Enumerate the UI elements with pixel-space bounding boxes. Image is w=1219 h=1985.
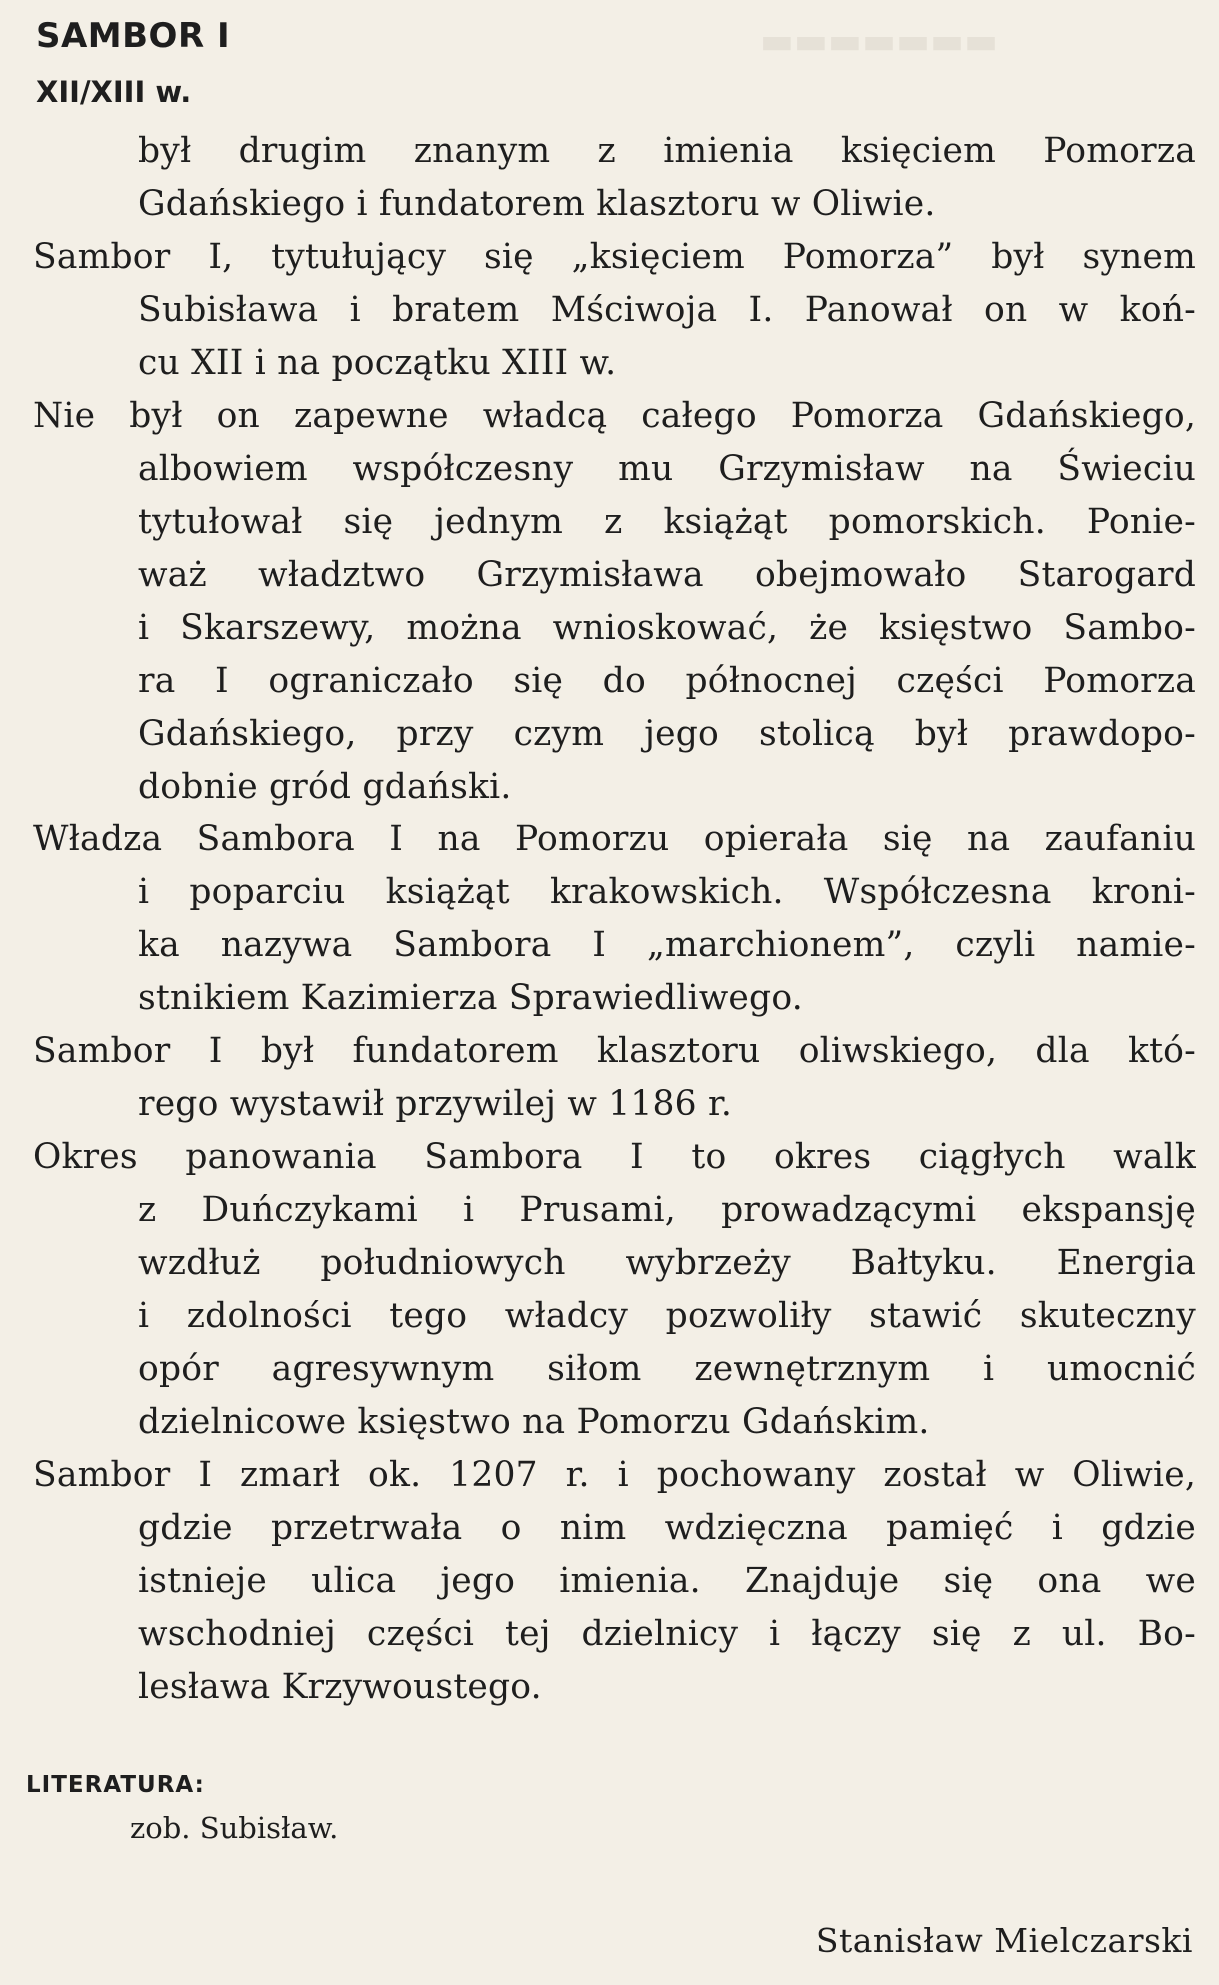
- text-line: lesława Krzywoustego.: [138, 1667, 542, 1707]
- text-line: rego wystawił przywilej w 1186 r.: [138, 1084, 733, 1124]
- paragraph: [0, 813, 1219, 1025]
- text-line: był drugim znanym z imienia księciem Pomorza: [138, 131, 1196, 171]
- text-line: wzdłuż południowych wybrzeży Bałtyku. Energia: [138, 1243, 1196, 1283]
- text-line: waż władztwo Grzymisława obejmowało Starogard: [138, 555, 1196, 595]
- paragraph: [0, 125, 1219, 231]
- entry-period: XII/XIII w.: [36, 75, 192, 109]
- text-line: Sambor I, tytułujący się „księciem Pomorza” był synem: [33, 237, 1196, 277]
- text-line: istnieje ulica jego imienia. Znajduje się ona we: [138, 1561, 1196, 1601]
- text-line: Gdańskiego i fundatorem klasztoru w Oliwie.: [138, 184, 936, 224]
- paragraph: [0, 390, 1219, 814]
- text-line: i poparciu książąt krakowskich. Współczesna kroni-: [138, 872, 1196, 912]
- text-line: Gdańskiego, przy czym jego stolicą był prawdopo-: [138, 714, 1196, 754]
- text-line: ra I ograniczało się do północnej części Pomorza: [138, 661, 1196, 701]
- text-line: i zdolności tego władcy pozwoliły stawić skuteczny: [138, 1296, 1196, 1336]
- paragraph: [0, 1025, 1219, 1131]
- text-line: wschodniej części tej dzielnicy i łączy się z ul. Bo-: [138, 1614, 1196, 1654]
- text-line: tytułował się jednym z książąt pomorskich. Ponie-: [138, 502, 1196, 542]
- text-line: albowiem współczesny mu Grzymisław na Świeciu: [138, 449, 1196, 489]
- literature-reference: zob. Subisław.: [130, 1811, 339, 1845]
- entry-title: SAMBOR I: [36, 16, 231, 56]
- text-line: Nie był on zapewne władcą całego Pomorza Gdańskiego,: [33, 396, 1196, 436]
- text-line: i Skarszewy, można wnioskować, że księstwo Sambo-: [138, 608, 1196, 648]
- text-line: cu XII i na początku XIII w.: [138, 343, 617, 383]
- text-line: Sambor I był fundatorem klasztoru oliwskiego, dla któ-: [33, 1031, 1196, 1071]
- text-line: Subisława i bratem Mściwoja I. Panował on w koń-: [138, 290, 1196, 330]
- show-through-shadow: ▬▬▬▬▬▬▬: [760, 21, 999, 62]
- text-line: Władza Sambora I na Pomorzu opierała się na zaufaniu: [33, 819, 1196, 859]
- text-line: opór agresywnym siłom zewnętrznym i umocnić: [138, 1349, 1196, 1389]
- literature-heading: LITERATURA:: [26, 1772, 205, 1798]
- text-line: dzielnicowe księstwo na Pomorzu Gdańskim.: [138, 1402, 930, 1442]
- paragraph: [0, 1131, 1219, 1449]
- author-signature: Stanisław Mielczarski: [815, 1921, 1193, 1960]
- text-line: gdzie przetrwała o nim wdzięczna pamięć i gdzie: [138, 1508, 1196, 1548]
- text-line: dobnie gród gdański.: [138, 767, 512, 807]
- text-line: stnikiem Kazimierza Sprawiedliwego.: [138, 978, 803, 1018]
- text-line: z Duńczykami i Prusami, prowadzącymi ekspansję: [138, 1190, 1196, 1230]
- paragraph: [0, 231, 1219, 390]
- text-line: ka nazywa Sambora I „marchionem”, czyli namie-: [138, 925, 1196, 965]
- text-line: Sambor I zmarł ok. 1207 r. i pochowany został w Oliwie,: [33, 1455, 1196, 1495]
- text-line: Okres panowania Sambora I to okres ciągłych walk: [33, 1137, 1196, 1177]
- paragraph: [0, 1449, 1219, 1714]
